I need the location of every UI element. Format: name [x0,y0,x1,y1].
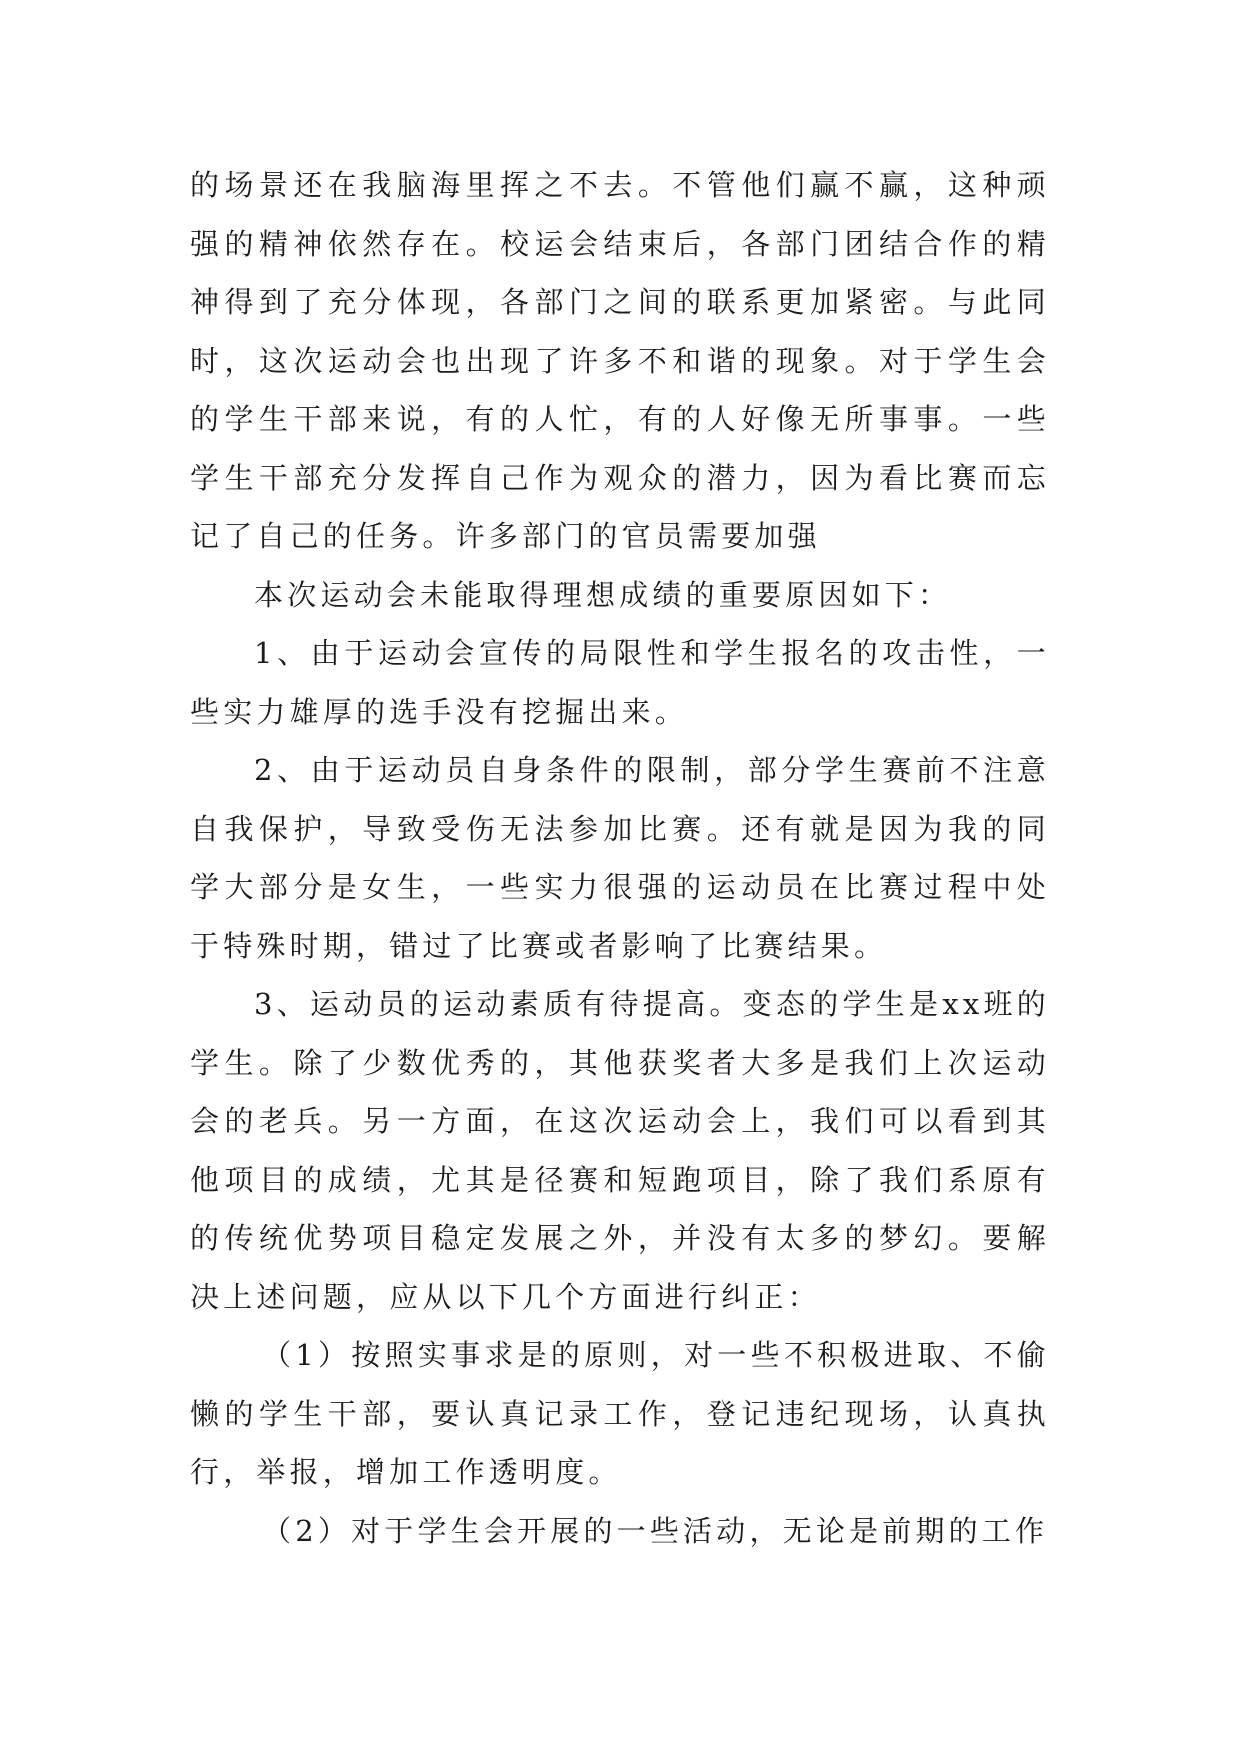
paragraph-4: 2、由于运动员自身条件的限制，部分学生赛前不注意自我保护，导致受伤无法参加比赛。还有就是因为我的同学大部分是女生，一些实力很强的运动员在比赛过程中处于特殊时期，错过了比赛或者影响了比赛结果。 [190,753,1050,963]
paragraph-3: 1、由于运动会宣传的局限性和学生报名的攻击性，一些实力雄厚的选手没有挖掘出来。 [190,636,1050,729]
paragraph-2: 本次运动会未能取得理想成绩的重要原因如下： [254,577,952,612]
paragraph-5: 3、运动员的运动素质有待提高。变态的学生是xx班的学生。除了少数优秀的，其他获奖者大多是我们上次运动会的老兵。另一方面，在这次运动会上，我们可以看到其他项目的成绩，尤其是径赛和短跑项目，除了我们系原有的传统优势项目稳定发展之外，并没有太多的梦幻。要解决上述问题，应从以下几个方面进行纠正： [190,987,1050,1314]
paragraph-1: 的场景还在我脑海里挥之不去。不管他们赢不赢，这种顽强的精神依然存在。校运会结束后，各部门团结合作的精神得到了充分体现，各部门之间的联系更加紧密。与此同时，这次运动会也出现了许多不和谐的现象。对于学生会的学生干部来说，有的人忙，有的人好像无所事事。一些学生干部充分发挥自己作为观众的潜力，因为看比赛而忘记了自己的任务。许多部门的官员需要加强 [190,168,1050,553]
document-body [190,156,1050,1560]
paragraph-6: （1）按照实事求是的原则，对一些不积极进取、不偷懒的学生干部，要认真记录工作，登记违纪现场，认真执行，举报，增加工作透明度。 [190,1338,1050,1489]
paragraph-7: （2）对于学生会开展的一些活动，无论是前期的工作 [262,1513,1049,1548]
